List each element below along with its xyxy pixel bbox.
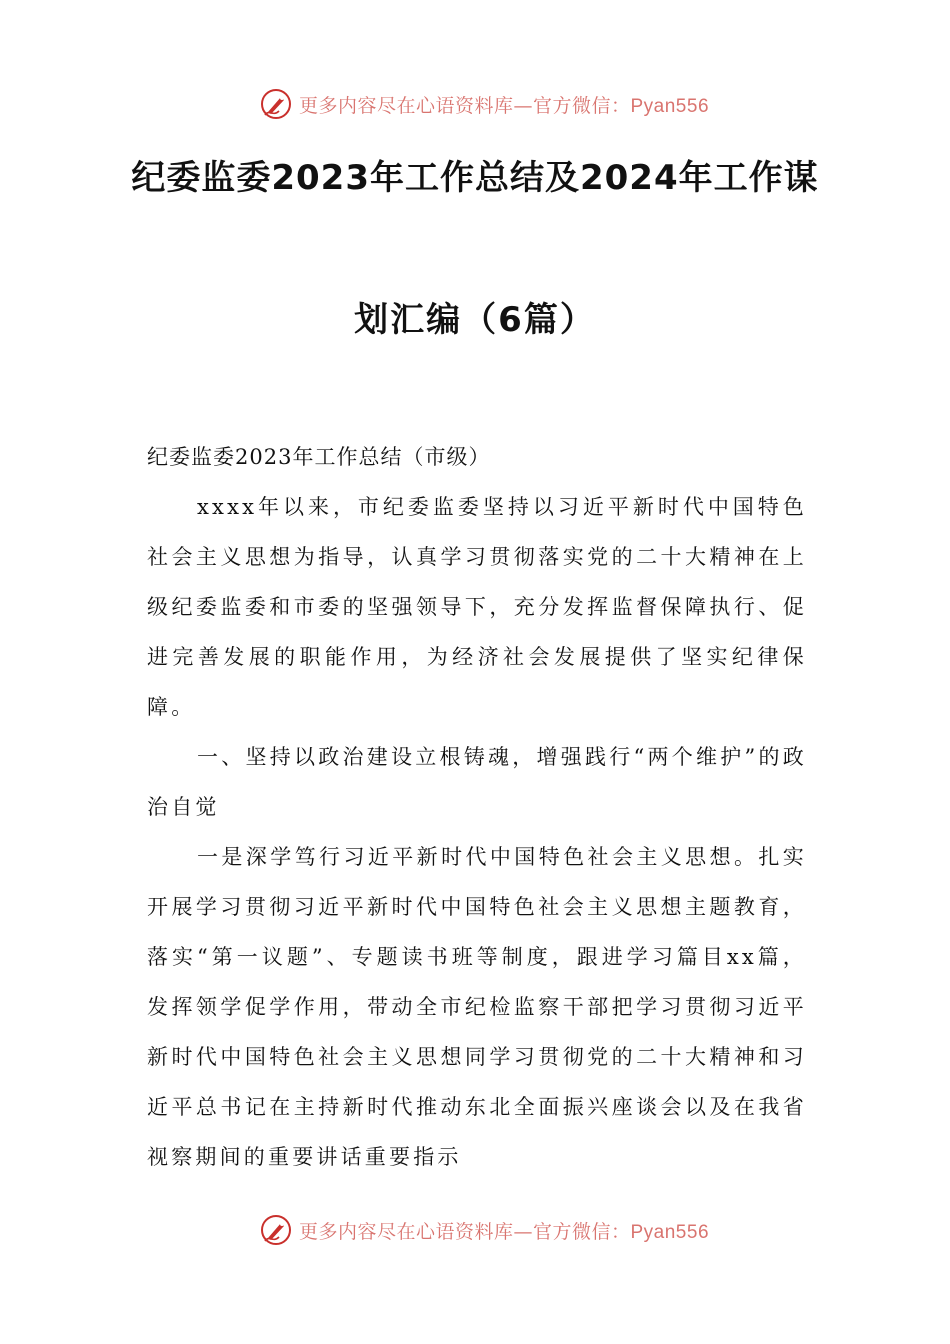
document-title-line-2: 划汇编（6篇） <box>354 300 596 340</box>
watermark-text: 更多内容尽在心语资料库—官方微信：Pyan556 <box>298 1220 710 1243</box>
document-body <box>147 432 807 1182</box>
watermark-text: 更多内容尽在心语资料库—官方微信：Pyan556 <box>298 94 710 117</box>
document-title-line-1: 纪委监委2023年工作总结及2024年工作谋 <box>131 158 819 198</box>
paragraph-intro: xxxx年以来，市纪委监委坚持以习近平新时代中国特色社会主义思想为指导，认真学习贯彻落实党的二十大精神在上级纪委监委和市委的坚强领导下，充分发挥监督保障执行、促进完善发展的职能作用，为经济社会发展提供了坚实纪律保障。 <box>147 495 807 719</box>
footer-watermark-banner <box>0 1210 950 1250</box>
section-heading: 纪委监委2023年工作总结（市级） <box>147 445 491 469</box>
header-watermark-banner <box>0 84 950 124</box>
paragraph-item-1: 一是深学笃行习近平新时代中国特色社会主义思想。扎实开展学习贯彻习近平新时代中国特色社会主义思想主题教育，落实“第一议题”、专题读书班等制度，跟进学习篇目xx篇，发挥领学促学作用，带动全市纪检监察干部把学习贯彻习近平新时代中国特色社会主义思想同学习贯彻党的二十大精神和习近平总书记在主持新时代推动东北全面振兴座谈会以及在我省视察期间的重要讲话重要指示 <box>147 845 807 1169</box>
wechat-id: Pyan556 <box>630 95 710 117</box>
pen-circle-logo-icon <box>259 87 293 121</box>
wechat-id: Pyan556 <box>630 1221 710 1243</box>
paragraph-heading-1: 一、坚持以政治建设立根铸魂，增强践行“两个维护”的政治自觉 <box>147 745 807 819</box>
pen-circle-logo-icon <box>259 1213 293 1247</box>
